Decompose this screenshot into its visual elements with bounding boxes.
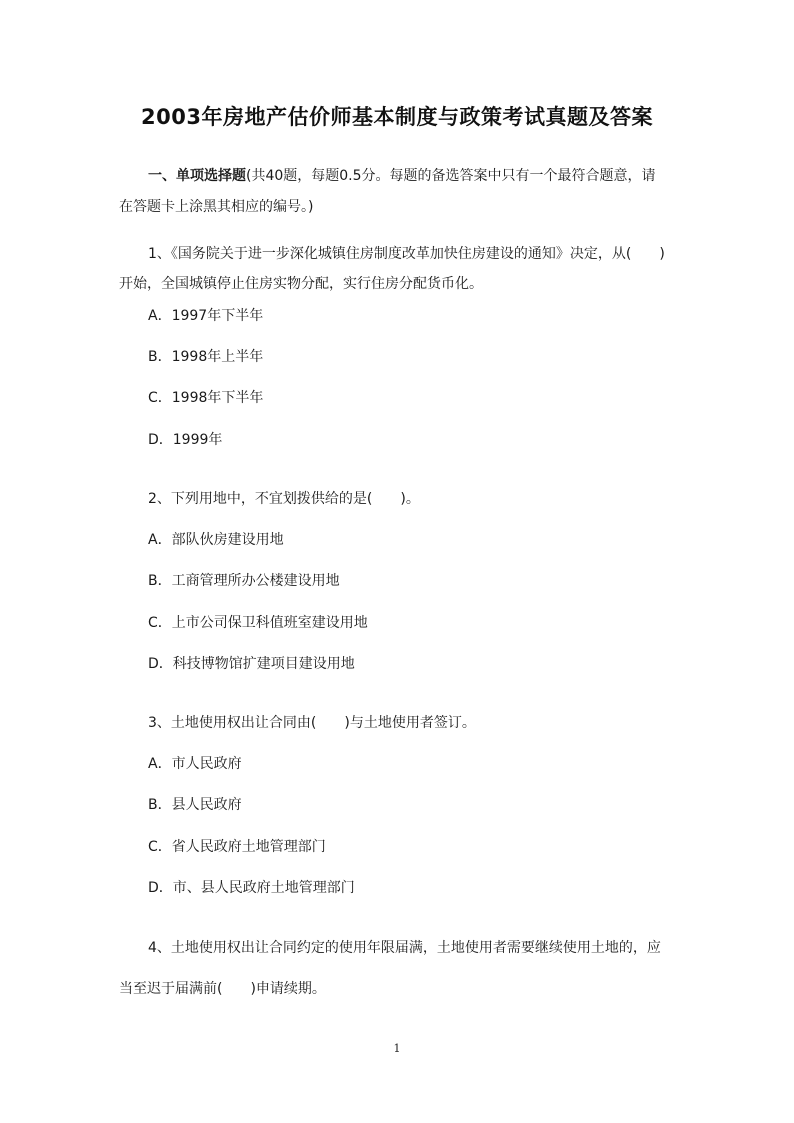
question-1-option-a: A．1997年下半年 [148, 308, 264, 324]
question-1-text: 1、《国务院关于进一步深化城镇住房制度改革加快住房建设的通知》决定，从( ) [148, 246, 665, 262]
question-1-option-d: D．1999年 [148, 432, 223, 448]
section-intro-line-2: 在答题卡上涂黑其相应的编号。) [119, 199, 314, 215]
section-intro-line-1 [148, 166, 656, 186]
question-3-option-c: C．省人民政府土地管理部门 [148, 839, 326, 855]
page-number: 1 [393, 1042, 401, 1055]
question-2-option-a: A．部队伙房建设用地 [148, 532, 284, 548]
question-3-option-d: D．市、县人民政府土地管理部门 [148, 880, 355, 896]
question-1-option-c: C．1998年下半年 [148, 390, 264, 406]
section-intro-text: (共40题，每题0.5分。每题的备选答案中只有一个最符合题意，请 [246, 168, 656, 184]
question-3-option-b: B．县人民政府 [148, 797, 242, 813]
question-1-text-cont: 开始，全国城镇停止住房实物分配，实行住房分配货币化。 [119, 276, 483, 292]
question-2-text: 2、下列用地中，不宜划拨供给的是( )。 [148, 491, 420, 507]
question-3-text: 3、土地使用权出让合同由( )与土地使用者签订。 [148, 715, 476, 731]
question-2-option-d: D．科技博物馆扩建项目建设用地 [148, 656, 355, 672]
section-heading: 一、单项选择题 [148, 168, 246, 184]
question-4-text: 4、土地使用权出让合同约定的使用年限届满，土地使用者需要继续使用土地的，应 [148, 940, 661, 956]
question-2-option-c: C．上市公司保卫科值班室建设用地 [148, 615, 368, 631]
question-3-option-a: A．市人民政府 [148, 756, 242, 772]
question-4-text-cont: 当至迟于届满前( )申请续期。 [119, 981, 326, 997]
document-title: 2003年房地产估价师基本制度与政策考试真题及答案 [141, 105, 653, 129]
question-1-option-b: B．1998年上半年 [148, 349, 264, 365]
question-2-option-b: B．工商管理所办公楼建设用地 [148, 573, 340, 589]
